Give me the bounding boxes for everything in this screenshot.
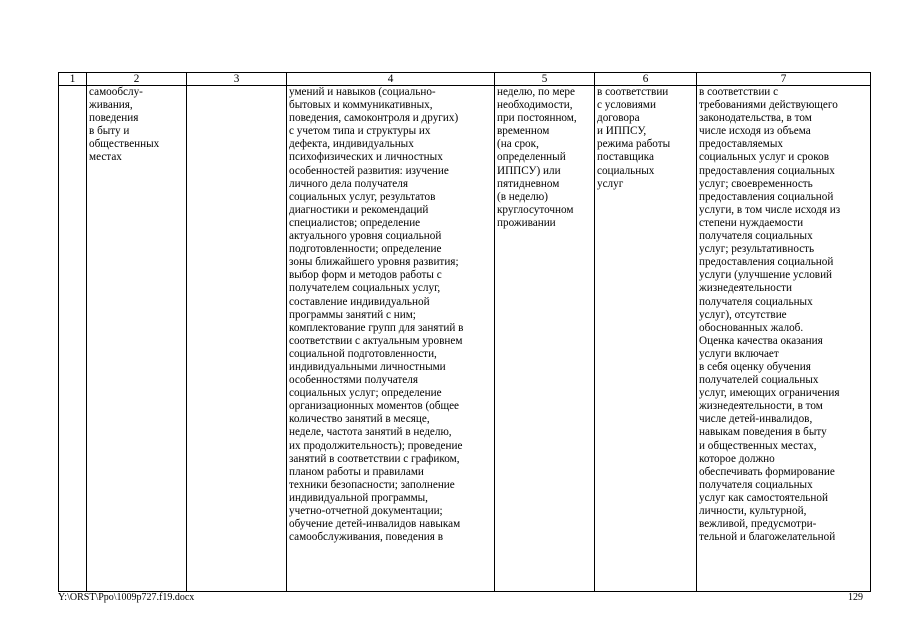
cell-text-line: услуги, в том числе исходя из	[699, 203, 841, 216]
cell-text-line: услуг), отсутствие	[699, 308, 787, 321]
cell-text-line: живания,	[89, 99, 133, 112]
cell-text-line: и ИППСУ,	[597, 125, 647, 138]
cell-text-line: социальных услуг; определение	[289, 387, 442, 400]
cell-text-line: диагностики и рекомендаций	[289, 203, 429, 216]
cell-text-line: учетно-отчетной документации;	[289, 505, 443, 517]
table-row	[59, 86, 871, 592]
cell-text-line: социальных услуг, результатов	[289, 190, 436, 203]
cell-text-line: временном	[497, 125, 550, 138]
cell-text-line: ИППСУ) или	[497, 164, 561, 177]
cell-text-line: услуги включает	[699, 347, 779, 360]
cell-text-line: в соответствии	[597, 86, 669, 98]
cell-text-line: неделе, частота занятий в неделю,	[289, 426, 452, 439]
table-header-row	[59, 73, 871, 86]
cell-text-line: соответствии с актуальным уровнем	[289, 334, 463, 347]
cell-text-line: техники безопасности; заполнение	[289, 478, 455, 491]
cell-text-line: которое должно	[699, 452, 775, 465]
cell-text-line: самообслу-	[89, 86, 143, 98]
cell-text-line: бытовых и коммуникативных,	[289, 99, 433, 112]
cell-service-terms	[595, 86, 697, 592]
cell-text-line: проживании	[497, 216, 556, 229]
cell-text-line: круглосуточном	[497, 203, 574, 216]
cell-text-line: в быту и	[89, 125, 130, 138]
cell-text-line: социальных услуг и сроков	[699, 151, 829, 164]
cell-text-line: личности, культурной,	[699, 505, 807, 517]
cell-text-line: Оценка качества оказания	[699, 334, 823, 347]
cell-text-line: местах	[89, 151, 122, 164]
column-number-2: 2	[87, 73, 187, 86]
cell-text-line: получателем социальных услуг,	[289, 282, 441, 295]
cell-text-line: услуг, имеющих ограничения	[699, 387, 840, 400]
cell-text-line: индивидуальными личностными	[289, 360, 446, 373]
cell-text-line: комплектование групп для занятий в	[289, 321, 464, 334]
cell-text-line: получателя социальных	[699, 478, 813, 491]
cell-text-line: жизнедеятельности	[699, 282, 792, 295]
cell-text-line: тельной и благожелательной	[699, 531, 836, 544]
cell-text-line: договора	[597, 112, 640, 125]
cell-text-line: (на срок,	[497, 138, 539, 151]
cell-text-line: социальной подготовленности,	[289, 347, 437, 360]
cell-text-line: пятидневном	[497, 177, 560, 190]
cell-service-description	[287, 86, 495, 592]
cell-text-line: услуги (улучшение условий	[699, 269, 833, 282]
cell-text-line: вежливой, предусмотри-	[699, 518, 817, 531]
cell-text-line: количество занятий в месяце,	[289, 413, 430, 426]
cell-text-line: с учетом типа и структуры их	[289, 125, 431, 138]
column-number-6: 6	[595, 73, 697, 86]
column-number-1: 1	[59, 73, 87, 86]
cell-text-line: зоны ближайшего уровня развития;	[289, 256, 459, 269]
services-table	[58, 72, 871, 592]
cell-text-line: социальных	[597, 164, 655, 177]
cell-text-line: обеспечивать формирование	[699, 465, 835, 478]
cell-text-line: поведения, самоконтроля и других)	[289, 112, 459, 125]
cell-col1	[59, 86, 87, 592]
cell-text-line: неделю, по мере	[497, 86, 575, 98]
cell-text-line: услуг	[597, 177, 624, 190]
cell-text-line: услуг; результативность	[699, 243, 815, 256]
cell-text-line: предоставления социальной	[699, 190, 834, 203]
cell-text-line: услуг как самостоятельной	[699, 491, 828, 504]
cell-text-line: определенный	[497, 151, 566, 164]
cell-text-line: специалистов; определение	[289, 216, 421, 229]
cell-service-name	[87, 86, 187, 592]
column-number-7: 7	[697, 73, 871, 86]
cell-text-line: обучение детей-инвалидов навыкам	[289, 518, 461, 531]
cell-text-line: получателя социальных	[699, 295, 813, 308]
cell-text-line: программы занятий с ним;	[289, 308, 416, 321]
cell-text-line: навыкам поведения в быту	[699, 426, 827, 439]
column-number-5: 5	[495, 73, 595, 86]
cell-text-line: планом работы и правилами	[289, 465, 424, 478]
cell-text-line: особенностями получателя	[289, 374, 419, 387]
column-number-4: 4	[287, 73, 495, 86]
cell-text-line: актуального уровня социальной	[289, 230, 442, 243]
cell-text-line: в соответствии с	[699, 86, 779, 98]
cell-text-line: особенностей развития: изучение	[289, 164, 449, 177]
cell-text-line: общественных	[89, 138, 160, 151]
column-number-3: 3	[187, 73, 287, 86]
cell-text-line: предоставления социальных	[699, 164, 835, 177]
cell-text-line: дефекта, индивидуальных	[289, 138, 414, 151]
cell-text-line: услуг; своевременность	[699, 177, 813, 190]
cell-text-line: психофизических и личностных	[289, 151, 443, 164]
cell-text-line: степени нуждаемости	[699, 216, 804, 229]
cell-text-line: требованиями действующего	[699, 99, 838, 112]
cell-text-line: поставщика	[597, 151, 654, 164]
cell-text-line: режима работы	[597, 138, 671, 151]
cell-text-line: индивидуальной программы,	[289, 491, 428, 504]
footer-page-number: 129	[848, 592, 863, 603]
cell-text-line: необходимости,	[497, 99, 573, 112]
cell-text-line: умений и навыков (социально-	[289, 86, 436, 98]
cell-text-line: числе исходя из объема	[699, 125, 811, 138]
cell-text-line: в себя оценку обучения	[699, 360, 811, 373]
cell-text-line: организационных моментов (общее	[289, 400, 460, 413]
cell-text-line: подготовленности; определение	[289, 243, 442, 256]
cell-text-line: личного дела получателя	[289, 177, 408, 190]
cell-text-line: жизнедеятельности, в том	[699, 400, 823, 413]
cell-text-line: (в неделю)	[497, 190, 548, 203]
cell-text-line: предоставления социальной	[699, 256, 834, 269]
cell-text-line: с условиями	[597, 99, 656, 112]
cell-text-line: занятий в соответствии с графиком,	[289, 452, 460, 465]
cell-text-line: их продолжительность); проведение	[289, 439, 463, 452]
cell-text-line: обоснованных жалоб.	[699, 321, 804, 334]
footer-file-path: Y:\ORST\Ppo\1009p727.f19.docx	[58, 592, 195, 603]
cell-text-line: числе детей-инвалидов,	[699, 413, 813, 426]
cell-text-line: законодательства, в том	[699, 112, 812, 125]
cell-service-frequency	[495, 86, 595, 592]
cell-quality-indicators	[697, 86, 871, 592]
cell-text-line: выбор форм и методов работы с	[289, 269, 442, 282]
cell-text-line: при постоянном,	[497, 112, 577, 125]
cell-text-line: получателя социальных	[699, 230, 813, 243]
cell-text-line: получателей социальных	[699, 374, 819, 387]
cell-col3	[187, 86, 287, 592]
cell-text-line: поведения	[89, 112, 139, 125]
cell-text-line: и общественных местах,	[699, 439, 817, 452]
cell-text-line: самообслуживания, поведения в	[289, 531, 444, 544]
cell-text-line: составление индивидуальной	[289, 295, 430, 308]
cell-text-line: предоставляемых	[699, 138, 783, 151]
